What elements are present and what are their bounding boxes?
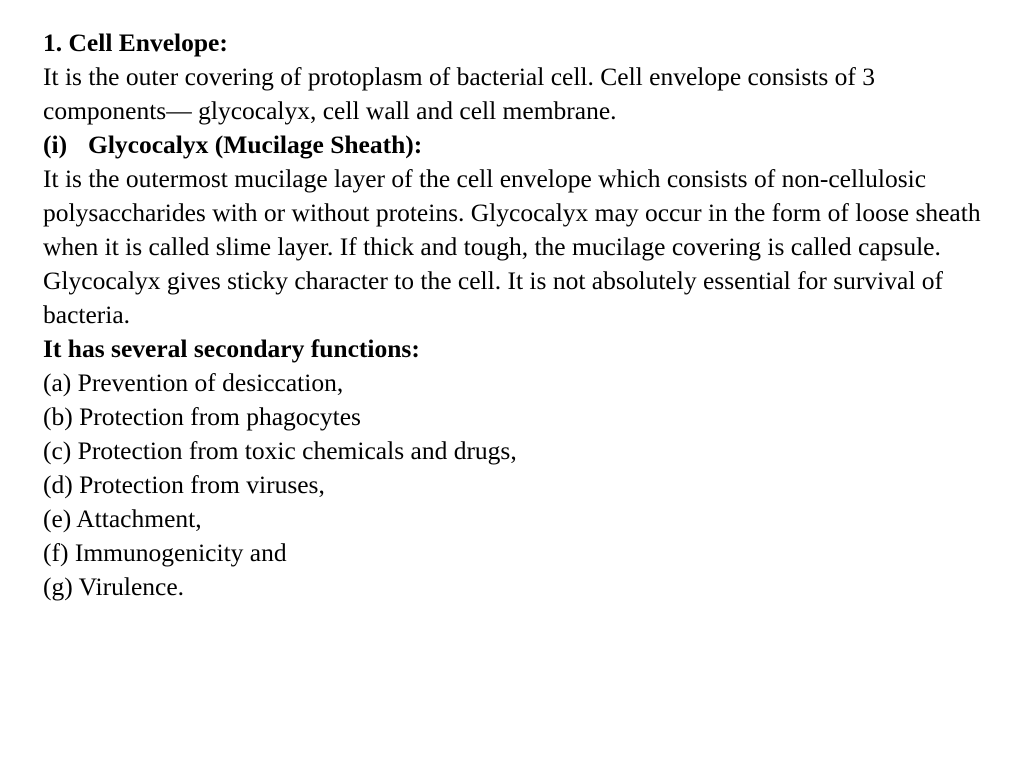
section-intro: It is the outer covering of protoplasm of bacterial cell. Cell envelope consists of 3 components— glycocalyx, cell wall and cell membrane. [43,62,876,125]
section-heading: 1. Cell Envelope: [43,28,228,57]
functions-heading: It has several secondary functions: [43,334,420,363]
function-item-g: (g) Virulence. [43,572,185,601]
function-item-a: (a) Prevention of desiccation, [43,368,344,397]
subsection-body: It is the outermost mucilage layer of the cell envelope which consists of non-cellulosic polysaccharides with or without proteins. Glycocalyx may occur in the form of loose sheath when it is called slime layer. If thick and tough, the mucilage covering is called capsule. Glycocalyx gives sticky character to the cell. It is not absolutely essential for survival of bacteria. [43,164,981,329]
subsection-title: Glycocalyx (Mucilage Sheath): [88,130,423,159]
function-item-d: (d) Protection from viruses, [43,470,325,499]
slide-content [43,26,993,604]
subsection-number: (i) [43,130,68,159]
function-item-b: (b) Protection from phagocytes [43,402,361,431]
subsection-heading [43,128,993,162]
function-item-e: (e) Attachment, [43,504,202,533]
function-item-c: (c) Protection from toxic chemicals and drugs, [43,436,517,465]
function-item-f: (f) Immunogenicity and [43,538,287,567]
